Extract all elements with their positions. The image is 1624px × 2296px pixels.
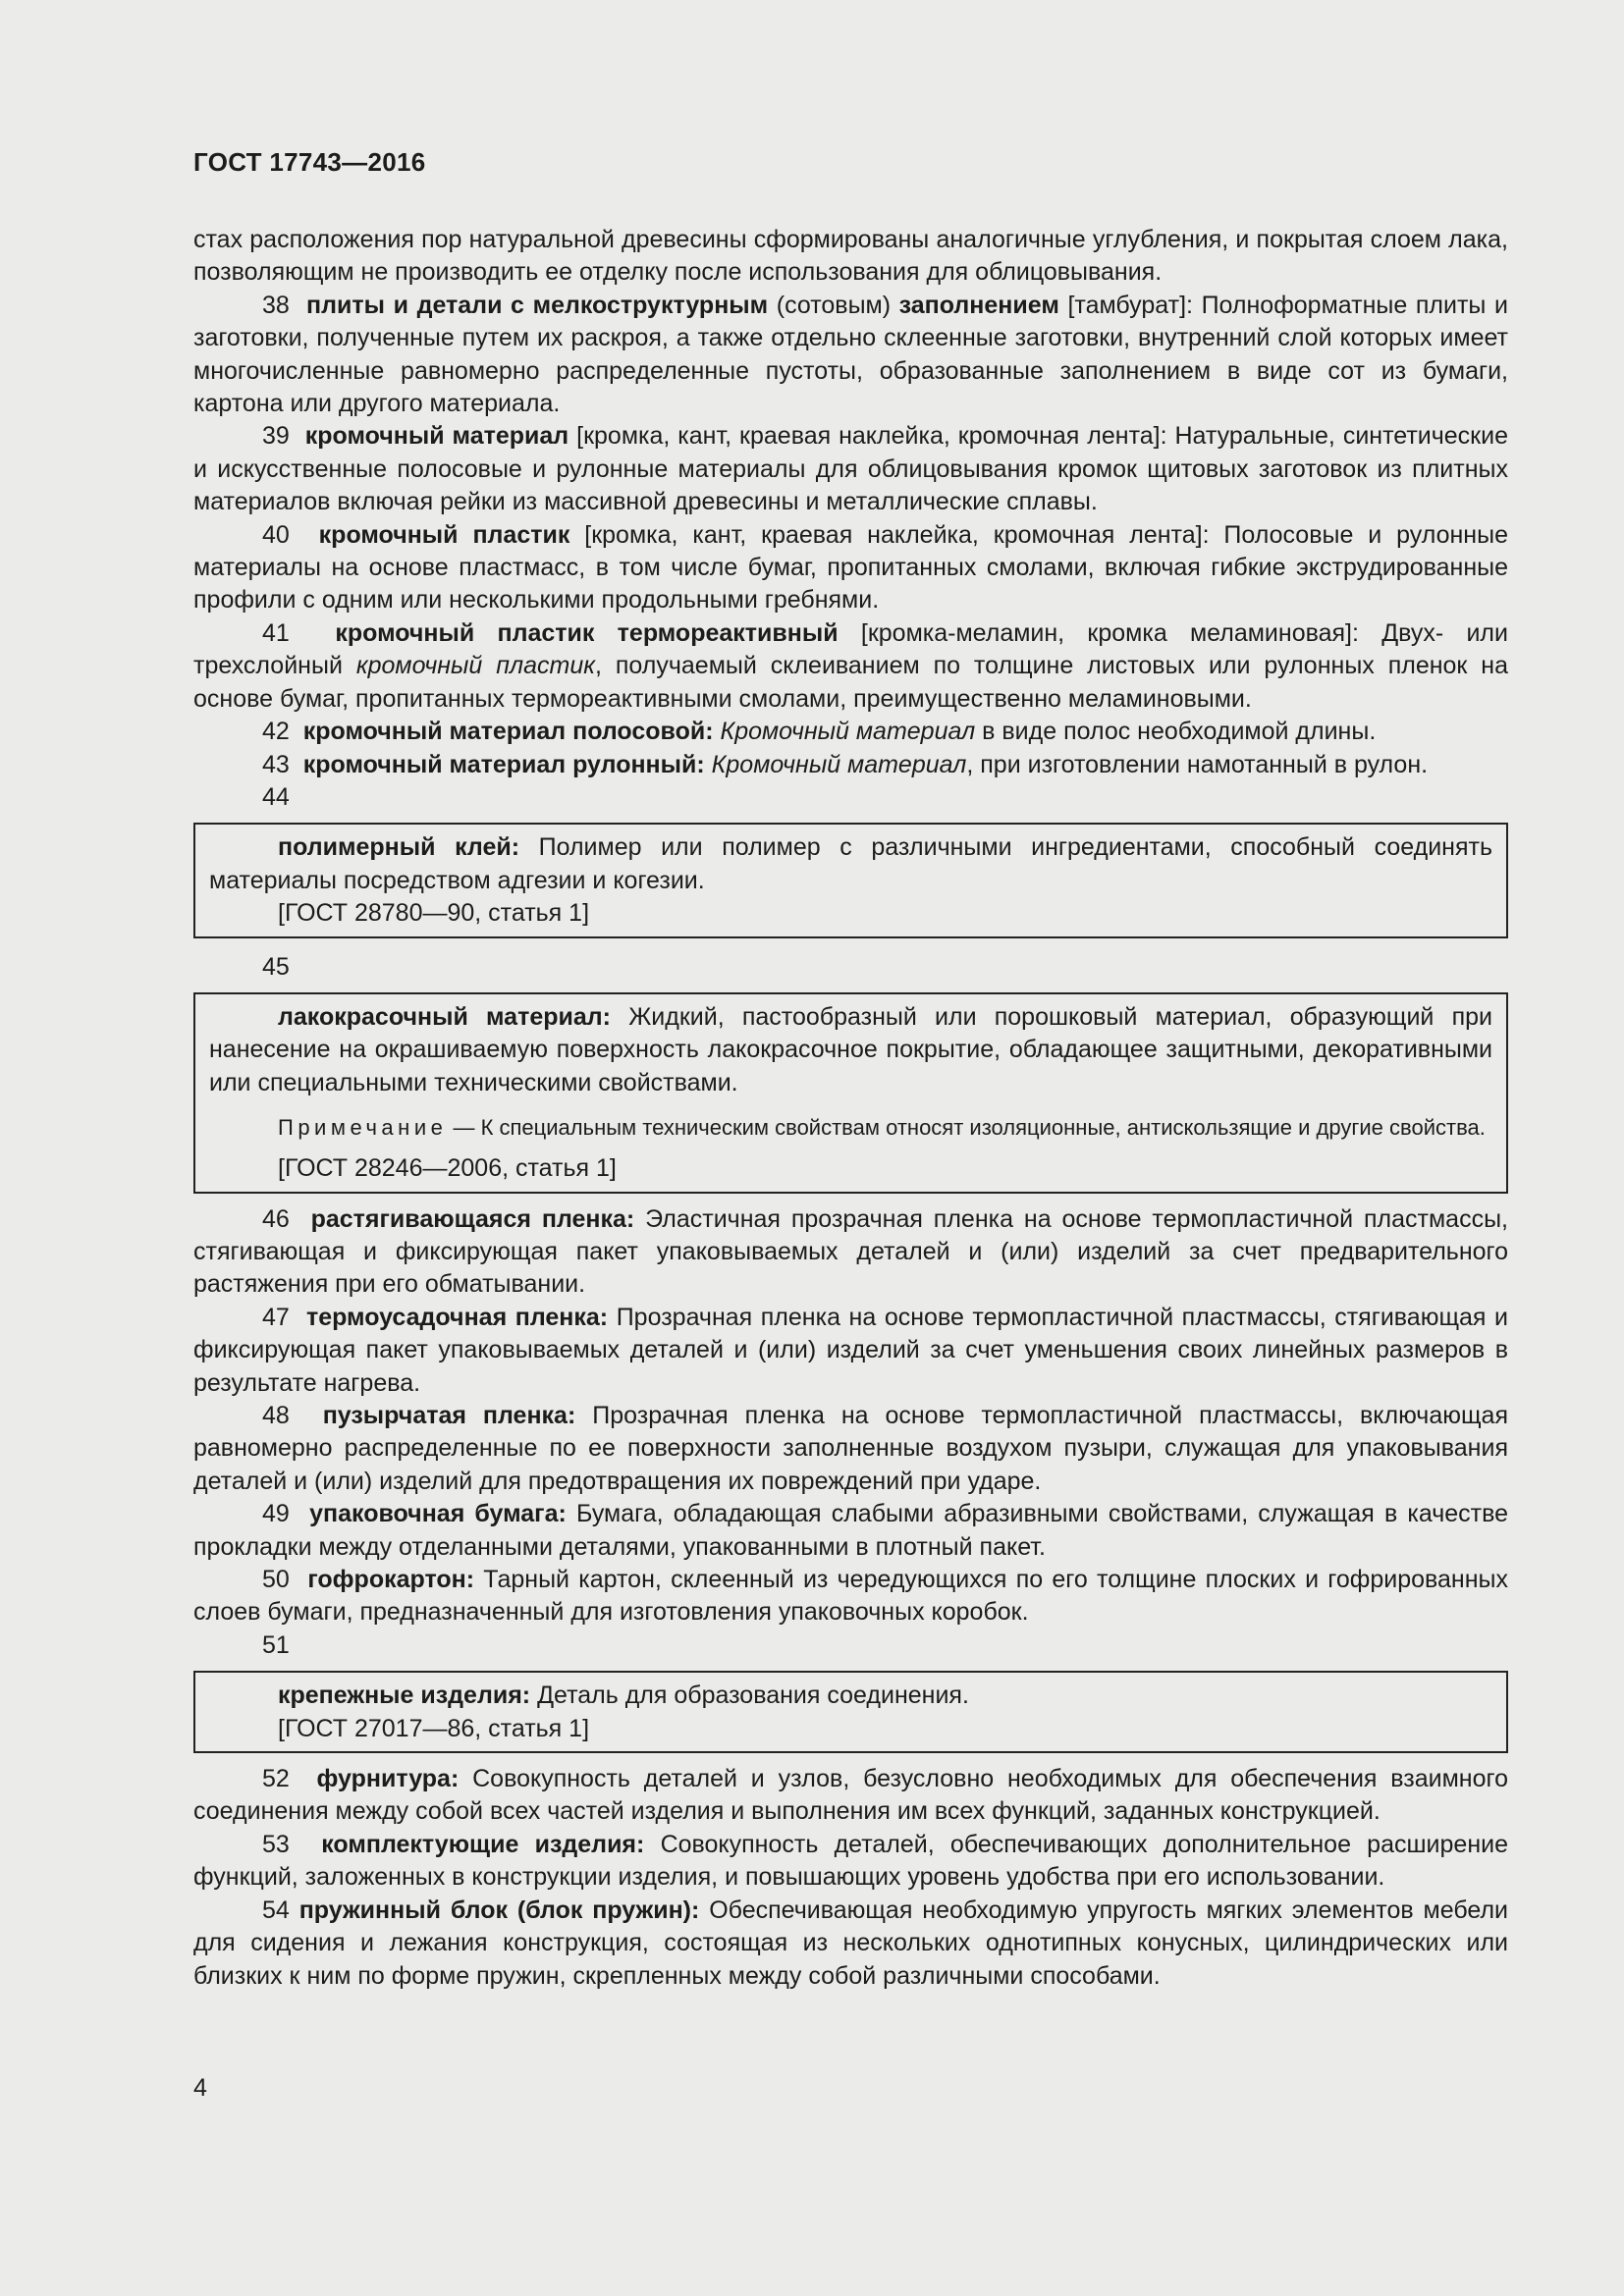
term-definition: Совокупность деталей, обеспечивающих дополнительное расширение функций, заложенных в конструкции изделия, и повышающих уровень удобства при его использовании. xyxy=(193,1830,1508,1892)
term-definition: , при изготовлении намотанный в рулон. xyxy=(966,750,1429,778)
term-number: 50 xyxy=(262,1566,290,1594)
term-42 xyxy=(193,716,1508,748)
term-44 xyxy=(209,831,1492,897)
term-source: [ГОСТ 28246—2006, статья 1] xyxy=(278,1154,617,1183)
note-label: Примечание xyxy=(278,1115,448,1141)
borrowed-term-box-44 xyxy=(193,823,1508,937)
term-number: 52 xyxy=(262,1765,290,1793)
term-number: 41 xyxy=(262,618,290,647)
term-44-number: 44 xyxy=(262,782,290,811)
term-number: 46 xyxy=(262,1204,290,1233)
term-definition-cont: , получаемый склеиванием по толщине листовых или рулонных пленок на основе бумаг, пропитанных термореактивными смолами, преимущественно меламиновыми. xyxy=(193,652,1508,713)
term-52 xyxy=(193,1763,1508,1829)
term-number: 48 xyxy=(262,1402,290,1429)
term-name: лакокрасочный материал: xyxy=(278,1002,611,1031)
term-38 xyxy=(193,290,1508,421)
term-number: 43 xyxy=(262,750,290,778)
term-definition: Обеспечивающая необходимую упругость мягких элементов мебели для сидения и лежания конструкция, состоящая из нескольких однотипных конусных, цилиндрических или близких к ним по форме пружин, скрепленных между собой различными способами. xyxy=(193,1896,1509,1990)
term-number: 39 xyxy=(262,422,290,451)
borrowed-term-box-45 xyxy=(193,992,1508,1194)
term-number: 42 xyxy=(262,718,290,746)
term-number: 54 xyxy=(262,1896,290,1924)
term-name: пузырчатая пленка: xyxy=(322,1402,576,1429)
term-name: растягивающаяся пленка: xyxy=(310,1204,635,1233)
term-45 xyxy=(209,1001,1492,1099)
term-name: упаковочная бумага: xyxy=(309,1500,567,1528)
document-body xyxy=(193,224,1508,1993)
term-name: комплектующие изделия: xyxy=(321,1830,645,1858)
term-reference: Кромочный материал xyxy=(711,750,967,778)
note-text: — К специальным техническим свойствам относят изоляционные, антискользящие и другие свойства. xyxy=(447,1115,1486,1141)
term-definition: в виде полос необходимой длины. xyxy=(975,718,1377,746)
term-51-number: 51 xyxy=(262,1630,290,1659)
term-definition: [кромка-меламин, кромка меламиновая]: Двух- или трехслойный xyxy=(193,618,1508,680)
term-41 xyxy=(193,617,1508,716)
term-definition: Полимер или полимер с различными ингредиентами, способный соединять материалы посредством адгезии и когезии. xyxy=(209,833,1492,894)
term-51 xyxy=(209,1680,1492,1712)
term-40 xyxy=(193,519,1508,617)
term-43 xyxy=(193,749,1508,781)
term-name: пружинный блок (блок пружин): xyxy=(298,1896,700,1924)
term-number: 47 xyxy=(262,1303,290,1331)
term-definition: [кромка, кант, краевая наклейка, кромочная лента]: Полосовые и рулонные материалы на основе пластмасс, в том числе бумаг, пропитанных смолами, включая гибкие экструдированные профили с одним или несколькими продольными гребнями. xyxy=(193,520,1508,614)
term-definition: Прозрачная пленка на основе термопластичной пластмассы, стягивающая и фиксирующая пакет упаковываемых деталей и (или) изделий за счет уменьшения своих линейных размеров в результате нагрева. xyxy=(193,1303,1509,1397)
term-50 xyxy=(193,1564,1508,1629)
term-name: кромочный материал полосовой: xyxy=(302,718,714,746)
term-name: кромочный материал рулонный: xyxy=(302,750,705,778)
term-48 xyxy=(193,1400,1508,1498)
term-qualifier: (сотовым) xyxy=(768,291,899,319)
term-reference: Кромочный материал xyxy=(720,718,976,746)
term-definition: [тамбурат]: Полноформатные плиты и заготовки, полученные путем их раскроя, а также отдельно склеенные заготовки, внутренний слой которых имеет многочисленные равномерно распределенные пустоты, образованные заполнением в виде сот из бумаги, картона или другого материала. xyxy=(193,291,1508,418)
term-39 xyxy=(193,420,1508,518)
term-number: 40 xyxy=(262,520,290,549)
term-name: плиты и детали с мелкоструктурным xyxy=(306,291,769,319)
term-45-number: 45 xyxy=(262,952,290,981)
term-note xyxy=(209,1113,1492,1143)
standard-code-header: ГОСТ 17743—2016 xyxy=(193,147,426,177)
term-definition: Жидкий, пастообразный или порошковый материал, образующий при нанесение на окрашиваемую поверхность лакокрасочное покрытие, обладающее защитными, декоративными или специальными техническими свойствами. xyxy=(209,1002,1492,1096)
term-number: 53 xyxy=(262,1830,290,1858)
term-definition: Тарный картон, склеенный из чередующихся по его толщине плоских и гофрированных слоев бумаги, предназначенный для изготовления упаковочных коробок. xyxy=(193,1566,1508,1627)
term-name: кромочный материал xyxy=(304,422,569,451)
term-47 xyxy=(193,1302,1508,1400)
term-definition: Совокупность деталей и узлов, безусловно необходимых для обеспечения взаимного соединения между собой всех частей изделия и выполнения им всех функций, заданных конструкцией. xyxy=(193,1765,1508,1826)
term-definition: Бумага, обладающая слабыми абразивными свойствами, служащая в качестве прокладки между отделанными деталями, упакованными в плотный пакет. xyxy=(193,1500,1508,1561)
term-definition: Прозрачная пленка на основе термопластичной пластмассы, включающая равномерно распределенные по ее поверхности заполненные воздухом пузыри, служащая для упаковывания деталей и (или) изделий для предотвращения их повреждений при ударе. xyxy=(193,1402,1508,1495)
term-definition: Эластичная прозрачная пленка на основе термопластичной пластмассы, стягивающая и фиксирующая пакет упаковываемых деталей и (или) изделий за счет предварительного растяжения при его обматывании. xyxy=(193,1204,1508,1299)
term-46 xyxy=(193,1203,1508,1302)
term-54 xyxy=(193,1895,1508,1993)
borrowed-term-box-51 xyxy=(193,1671,1508,1753)
term-49 xyxy=(193,1498,1508,1564)
term-name: гофрокартон: xyxy=(307,1566,475,1594)
term-name: полимерный клей: xyxy=(278,833,520,862)
term-definition: Деталь для образования соединения. xyxy=(530,1682,969,1710)
term-reference: кромочный пластик xyxy=(355,652,596,680)
term-name: кромочный пластик xyxy=(318,520,570,549)
term-source: [ГОСТ 28780—90, статья 1] xyxy=(278,899,590,928)
term-number: 49 xyxy=(262,1500,290,1528)
term-definition: [кромка, кант, краевая наклейка, кромочная лента]: Натуральные, синтетические и искусственные полосовые и рулонные материалы для облицовывания кромок щитовых заготовок из плитных материалов включая рейки из массивной древесины и металлические сплавы. xyxy=(193,422,1508,516)
term-53 xyxy=(193,1829,1508,1895)
term-name: кромочный пластик термореактивный xyxy=(335,618,839,647)
term-name: термоусадочная пленка: xyxy=(305,1303,609,1331)
term-source: [ГОСТ 27017—86, статья 1] xyxy=(278,1714,590,1742)
term-name: крепежные изделия: xyxy=(278,1682,531,1710)
term-number: 38 xyxy=(262,291,290,319)
continuation-paragraph: стах расположения пор натуральной древесины сформированы аналогичные углубления, и покрытая слоем лака, позволяющим не производить ее отделку после использования для облицовывания. xyxy=(193,226,1508,287)
page-number: 4 xyxy=(193,2074,207,2102)
term-name: фурнитура: xyxy=(316,1765,460,1793)
term-name-part: заполнением xyxy=(898,291,1059,319)
